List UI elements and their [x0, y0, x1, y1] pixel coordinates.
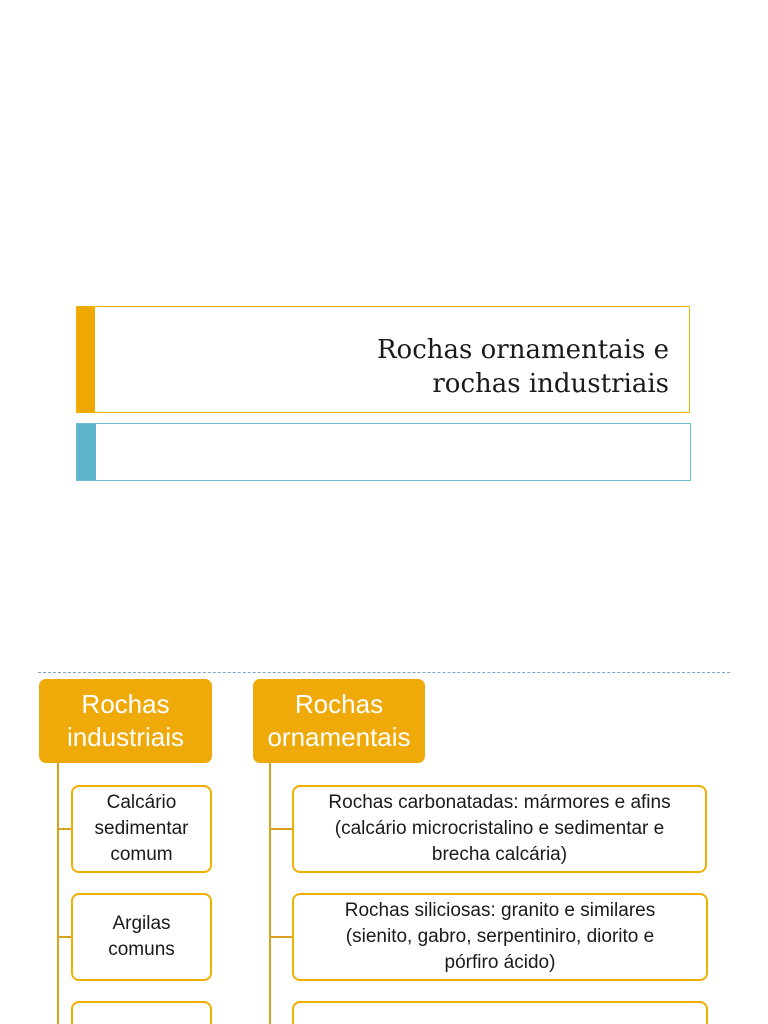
item-rochas-siliciosas: Rochas siliciosas: granito e similares (sienito, gabro, serpentiniro, diorito e pórfiro ácido)	[292, 893, 708, 981]
item-calcario-sedimentar: Calcário sedimentar comum	[71, 785, 212, 873]
item-industriais-3	[71, 1001, 212, 1024]
connector-ornamentais-item-1	[269, 828, 293, 830]
connector-ornamentais-vertical	[269, 763, 271, 1024]
connector-industriais-item-1	[57, 828, 72, 830]
heading-rochas-industriais: Rochas industriais	[39, 679, 212, 763]
slide-title: Rochas ornamentais e rochas industriais	[376, 335, 669, 399]
subtitle-box	[76, 423, 691, 481]
title-box	[76, 306, 690, 413]
item-argilas-comuns: Argilas comuns	[71, 893, 212, 981]
connector-ornamentais-item-2	[269, 936, 293, 938]
title-accent-bar	[77, 307, 95, 412]
heading-rochas-ornamentais: Rochas ornamentais	[253, 679, 425, 763]
item-rochas-carbonatadas: Rochas carbonatadas: mármores e afins (calcário microcristalino e sedimentar e brecha calcária)	[292, 785, 707, 873]
slide-divider	[38, 672, 730, 673]
connector-industriais-vertical	[57, 763, 59, 1024]
item-ornamentais-3	[292, 1001, 708, 1024]
connector-industriais-item-2	[57, 936, 72, 938]
subtitle-accent-bar	[77, 424, 96, 480]
